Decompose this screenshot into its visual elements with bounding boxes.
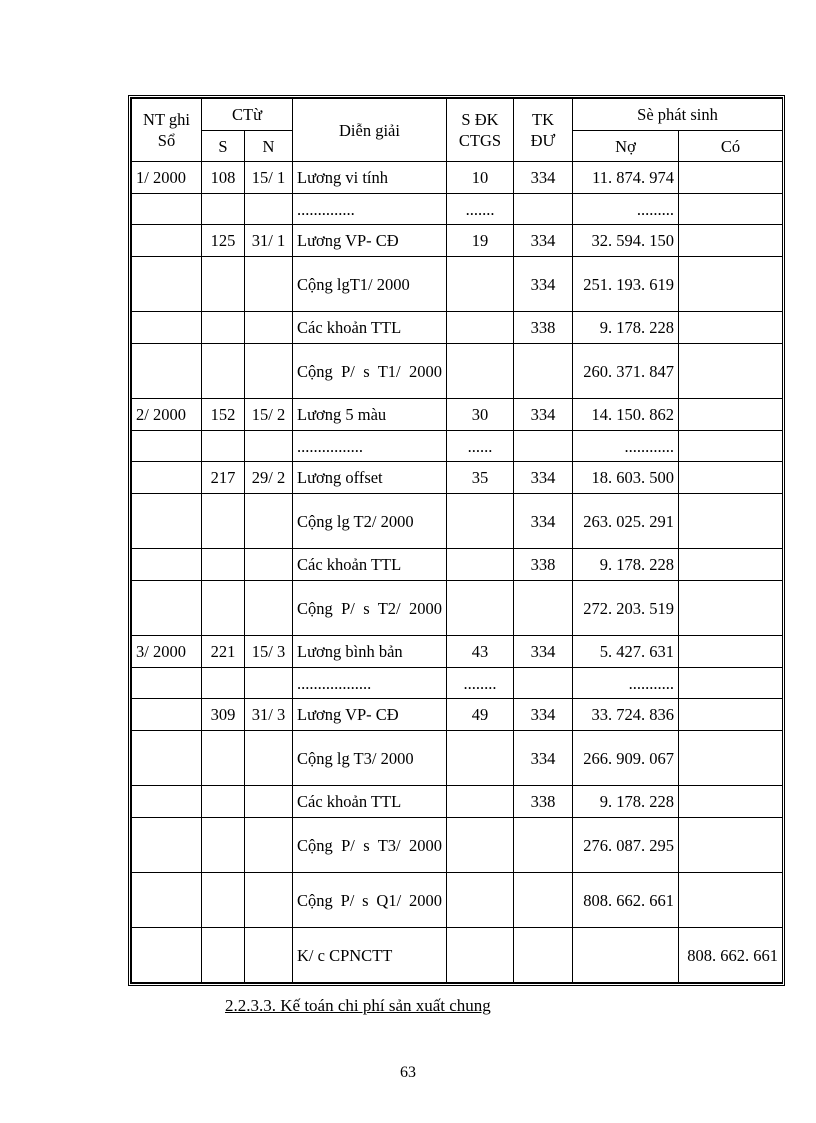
cell-s: 152 bbox=[202, 399, 245, 431]
header-tk-du bbox=[514, 99, 573, 162]
header-nt-ghi-so-line2: Sổ bbox=[157, 131, 176, 150]
cell-s: 125 bbox=[202, 225, 245, 257]
cell-n bbox=[245, 731, 293, 786]
cell-nt bbox=[132, 928, 202, 983]
cell-co bbox=[679, 462, 783, 494]
cell-n bbox=[245, 818, 293, 873]
table-row bbox=[132, 399, 783, 431]
table-row bbox=[132, 462, 783, 494]
cell-co bbox=[679, 431, 783, 462]
cell-desc: Cộng P/ s T2/ 2000 bbox=[293, 581, 447, 636]
cell-n bbox=[245, 873, 293, 928]
cell-desc: Cộng P/ s T3/ 2000 bbox=[293, 818, 447, 873]
table-row bbox=[132, 549, 783, 581]
cell-n bbox=[245, 581, 293, 636]
cell-nt bbox=[132, 225, 202, 257]
section-heading: 2.2.3.3. Kế toán chi phí sản xuất chung bbox=[225, 996, 491, 1015]
cell-sdk bbox=[447, 818, 514, 873]
cell-desc: Lương 5 màu bbox=[293, 399, 447, 431]
cell-tk bbox=[514, 344, 573, 399]
header-ctu-n: N bbox=[245, 131, 293, 162]
cell-co bbox=[679, 257, 783, 312]
header-tk-line1: TK bbox=[532, 110, 554, 129]
table-row bbox=[132, 225, 783, 257]
cell-co bbox=[679, 786, 783, 818]
cell-tk bbox=[514, 668, 573, 699]
table-row bbox=[132, 581, 783, 636]
header-sdk-ctgs bbox=[447, 99, 514, 162]
cell-nt bbox=[132, 699, 202, 731]
cell-n: 15/ 3 bbox=[245, 636, 293, 668]
cell-desc: Lương vi tính bbox=[293, 162, 447, 194]
cell-co bbox=[679, 818, 783, 873]
cell-desc: Lương VP- CĐ bbox=[293, 699, 447, 731]
cell-desc: K/ c CPNCTT bbox=[293, 928, 447, 983]
cell-no: 266. 909. 067 bbox=[573, 731, 679, 786]
cell-tk: 334 bbox=[514, 699, 573, 731]
cell-tk: 338 bbox=[514, 549, 573, 581]
cell-no: 272. 203. 519 bbox=[573, 581, 679, 636]
cell-nt bbox=[132, 786, 202, 818]
table-row bbox=[132, 928, 783, 983]
cell-sdk bbox=[447, 581, 514, 636]
cell-sdk bbox=[447, 549, 514, 581]
cell-no: 251. 193. 619 bbox=[573, 257, 679, 312]
cell-co bbox=[679, 225, 783, 257]
cell-tk: 334 bbox=[514, 225, 573, 257]
cell-nt bbox=[132, 549, 202, 581]
cell-tk bbox=[514, 928, 573, 983]
cell-tk bbox=[514, 873, 573, 928]
header-sdk-line2: CTGS bbox=[458, 131, 502, 150]
cell-s bbox=[202, 257, 245, 312]
cell-nt bbox=[132, 581, 202, 636]
cell-nt bbox=[132, 194, 202, 225]
header-sdk-line1: S ĐK bbox=[461, 110, 499, 129]
cell-no: 5. 427. 631 bbox=[573, 636, 679, 668]
cell-desc: Cộng P/ s Q1/ 2000 bbox=[293, 873, 447, 928]
header-so-phat-sinh: Sè phát sinh bbox=[573, 99, 783, 131]
cell-sdk: ........ bbox=[447, 668, 514, 699]
cell-tk: 334 bbox=[514, 731, 573, 786]
table-row bbox=[132, 494, 783, 549]
cell-desc: .................. bbox=[293, 668, 447, 699]
cell-n bbox=[245, 928, 293, 983]
cell-no: 18. 603. 500 bbox=[573, 462, 679, 494]
cell-n: 31/ 3 bbox=[245, 699, 293, 731]
table-row bbox=[132, 257, 783, 312]
cell-co bbox=[679, 731, 783, 786]
cell-nt bbox=[132, 431, 202, 462]
cell-sdk: 43 bbox=[447, 636, 514, 668]
table-row bbox=[132, 431, 783, 462]
cell-no: 263. 025. 291 bbox=[573, 494, 679, 549]
cell-sdk bbox=[447, 312, 514, 344]
cell-s: 108 bbox=[202, 162, 245, 194]
cell-nt bbox=[132, 344, 202, 399]
cell-s bbox=[202, 928, 245, 983]
cell-no: 9. 178. 228 bbox=[573, 312, 679, 344]
cell-s bbox=[202, 731, 245, 786]
cell-sdk: 35 bbox=[447, 462, 514, 494]
cell-s bbox=[202, 668, 245, 699]
cell-co bbox=[679, 344, 783, 399]
cell-n: 15/ 2 bbox=[245, 399, 293, 431]
cell-sdk bbox=[447, 786, 514, 818]
cell-tk: 334 bbox=[514, 494, 573, 549]
cell-nt bbox=[132, 494, 202, 549]
cell-co bbox=[679, 494, 783, 549]
ledger-table bbox=[131, 98, 783, 983]
cell-n bbox=[245, 344, 293, 399]
header-tk-line2: ĐƯ bbox=[530, 131, 556, 150]
cell-no: 9. 178. 228 bbox=[573, 786, 679, 818]
header-dien-giai: Diễn giải bbox=[293, 99, 447, 162]
cell-tk: 334 bbox=[514, 636, 573, 668]
cell-sdk: 19 bbox=[447, 225, 514, 257]
cell-n bbox=[245, 786, 293, 818]
cell-no: 11. 874. 974 bbox=[573, 162, 679, 194]
cell-n bbox=[245, 194, 293, 225]
header-ctu: CTừ bbox=[202, 99, 293, 131]
cell-n: 29/ 2 bbox=[245, 462, 293, 494]
cell-co bbox=[679, 162, 783, 194]
cell-n bbox=[245, 494, 293, 549]
table-row bbox=[132, 668, 783, 699]
cell-n bbox=[245, 668, 293, 699]
cell-co bbox=[679, 549, 783, 581]
cell-nt: 2/ 2000 bbox=[132, 399, 202, 431]
cell-desc: Các khoản TTL bbox=[293, 312, 447, 344]
cell-sdk bbox=[447, 928, 514, 983]
cell-no: 260. 371. 847 bbox=[573, 344, 679, 399]
cell-no: ............ bbox=[573, 431, 679, 462]
cell-desc: Lương offset bbox=[293, 462, 447, 494]
cell-s bbox=[202, 786, 245, 818]
cell-desc: .............. bbox=[293, 194, 447, 225]
cell-desc: Cộng lg T2/ 2000 bbox=[293, 494, 447, 549]
cell-tk: 334 bbox=[514, 462, 573, 494]
cell-desc: Cộng P/ s T1/ 2000 bbox=[293, 344, 447, 399]
cell-sdk: 49 bbox=[447, 699, 514, 731]
cell-no: 9. 178. 228 bbox=[573, 549, 679, 581]
header-nt-ghi-so-line1: NT ghi bbox=[143, 110, 190, 129]
cell-no: ......... bbox=[573, 194, 679, 225]
cell-co bbox=[679, 636, 783, 668]
page-number: 63 bbox=[400, 1064, 416, 1081]
cell-nt bbox=[132, 668, 202, 699]
cell-nt bbox=[132, 312, 202, 344]
cell-tk: 334 bbox=[514, 162, 573, 194]
cell-co bbox=[679, 581, 783, 636]
cell-no: 14. 150. 862 bbox=[573, 399, 679, 431]
cell-s bbox=[202, 873, 245, 928]
cell-co: 808. 662. 661 bbox=[679, 928, 783, 983]
cell-co bbox=[679, 668, 783, 699]
header-ctu-s: S bbox=[202, 131, 245, 162]
cell-desc: Cộng lgT1/ 2000 bbox=[293, 257, 447, 312]
table-row bbox=[132, 636, 783, 668]
cell-nt: 3/ 2000 bbox=[132, 636, 202, 668]
cell-no bbox=[573, 928, 679, 983]
cell-co bbox=[679, 312, 783, 344]
cell-no: 33. 724. 836 bbox=[573, 699, 679, 731]
cell-s bbox=[202, 431, 245, 462]
cell-co bbox=[679, 873, 783, 928]
header-no: Nợ bbox=[573, 131, 679, 162]
cell-sdk: ...... bbox=[447, 431, 514, 462]
cell-s bbox=[202, 818, 245, 873]
cell-s: 217 bbox=[202, 462, 245, 494]
cell-no: 32. 594. 150 bbox=[573, 225, 679, 257]
cell-tk bbox=[514, 431, 573, 462]
table-row bbox=[132, 162, 783, 194]
cell-n bbox=[245, 312, 293, 344]
table-row bbox=[132, 731, 783, 786]
cell-nt: 1/ 2000 bbox=[132, 162, 202, 194]
cell-nt bbox=[132, 818, 202, 873]
ledger-table-frame bbox=[128, 95, 785, 986]
cell-sdk bbox=[447, 344, 514, 399]
cell-s bbox=[202, 312, 245, 344]
cell-sdk bbox=[447, 257, 514, 312]
cell-tk bbox=[514, 581, 573, 636]
cell-sdk bbox=[447, 494, 514, 549]
cell-nt bbox=[132, 873, 202, 928]
cell-nt bbox=[132, 257, 202, 312]
cell-s bbox=[202, 194, 245, 225]
cell-sdk bbox=[447, 873, 514, 928]
cell-tk bbox=[514, 194, 573, 225]
table-row bbox=[132, 818, 783, 873]
cell-n: 31/ 1 bbox=[245, 225, 293, 257]
cell-tk: 338 bbox=[514, 786, 573, 818]
cell-tk: 334 bbox=[514, 257, 573, 312]
cell-desc: Các khoản TTL bbox=[293, 549, 447, 581]
table-row bbox=[132, 312, 783, 344]
table-row bbox=[132, 873, 783, 928]
cell-desc: Lương VP- CĐ bbox=[293, 225, 447, 257]
cell-desc: Các khoản TTL bbox=[293, 786, 447, 818]
cell-nt bbox=[132, 462, 202, 494]
cell-s: 221 bbox=[202, 636, 245, 668]
cell-s bbox=[202, 494, 245, 549]
cell-s bbox=[202, 344, 245, 399]
cell-s bbox=[202, 549, 245, 581]
cell-n: 15/ 1 bbox=[245, 162, 293, 194]
cell-co bbox=[679, 399, 783, 431]
cell-tk: 338 bbox=[514, 312, 573, 344]
cell-s bbox=[202, 581, 245, 636]
cell-nt bbox=[132, 731, 202, 786]
cell-co bbox=[679, 194, 783, 225]
header-co: Có bbox=[679, 131, 783, 162]
cell-no: ........... bbox=[573, 668, 679, 699]
cell-desc: Lương bình bản bbox=[293, 636, 447, 668]
table-row bbox=[132, 344, 783, 399]
cell-s: 309 bbox=[202, 699, 245, 731]
cell-tk bbox=[514, 818, 573, 873]
cell-n bbox=[245, 431, 293, 462]
cell-n bbox=[245, 549, 293, 581]
cell-co bbox=[679, 699, 783, 731]
cell-sdk: 10 bbox=[447, 162, 514, 194]
table-row bbox=[132, 194, 783, 225]
cell-no: 808. 662. 661 bbox=[573, 873, 679, 928]
cell-tk: 334 bbox=[514, 399, 573, 431]
cell-n bbox=[245, 257, 293, 312]
header-nt-ghi-so bbox=[132, 99, 202, 162]
table-row bbox=[132, 699, 783, 731]
cell-desc: ................ bbox=[293, 431, 447, 462]
cell-desc: Cộng lg T3/ 2000 bbox=[293, 731, 447, 786]
cell-sdk: 30 bbox=[447, 399, 514, 431]
cell-no: 276. 087. 295 bbox=[573, 818, 679, 873]
cell-sdk bbox=[447, 731, 514, 786]
table-row bbox=[132, 786, 783, 818]
cell-sdk: ....... bbox=[447, 194, 514, 225]
